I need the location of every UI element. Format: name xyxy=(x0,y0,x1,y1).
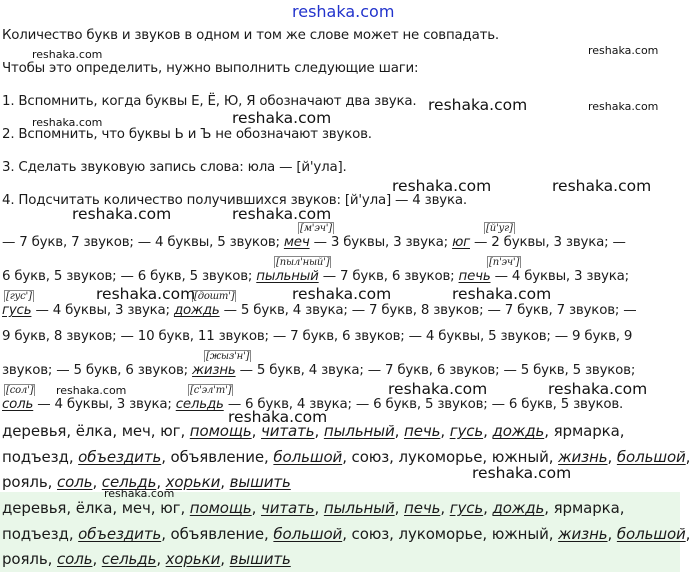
word-obiezdit: объездить xyxy=(78,525,162,543)
word-list-text: ярмарка, xyxy=(553,422,625,440)
word-list-text: союз, лукоморье, южный, xyxy=(351,525,554,543)
intro-line-2: Чтобы это определить, нужно выполнить следующие шаги: xyxy=(2,61,419,76)
transcription-mech: [м'эч'] xyxy=(300,223,333,234)
word-zhizn: жизнь xyxy=(558,448,608,466)
word-list-text: подъезд, xyxy=(2,448,74,466)
answer-text: звуков; — 5 букв, 6 звуков; xyxy=(2,363,188,378)
answer-row-5 xyxy=(2,363,635,378)
answer-text: — 7 букв, 6 звуков; xyxy=(322,269,455,284)
answer-word-sol: соль xyxy=(2,397,34,412)
word-khorki: хорьки xyxy=(165,473,221,491)
answer-text: — 5 букв, 4 звука; — 7 букв, 6 звуков; — 5 букв, 5 звуков; xyxy=(239,363,636,378)
word-obiezdit: объездить xyxy=(78,448,162,466)
answer-word-mech: меч xyxy=(283,235,310,250)
watermark[interactable]: reshaka.com xyxy=(228,408,328,426)
word-list-text: подъезд, xyxy=(2,525,74,543)
word-sol: соль xyxy=(57,550,93,568)
answer-word-dozhd: дождь xyxy=(173,303,220,318)
word-pomosh: помощь xyxy=(189,499,252,517)
word-bolshoy: большой xyxy=(273,448,343,466)
watermark[interactable]: reshaka.com xyxy=(552,177,652,195)
word-list-text: рояль, xyxy=(2,550,53,568)
transcription-yug: [й'уг] xyxy=(486,223,513,234)
watermark[interactable]: reshaka.com xyxy=(232,205,332,223)
answer-text: — 6 букв, 4 звука; — 6 букв, 5 звуков; — 6 букв, 5 звуков. xyxy=(227,397,624,412)
word-list-text: союз, лукоморье, южный, xyxy=(351,448,554,466)
watermark[interactable]: reshaka.com xyxy=(588,100,659,113)
watermark[interactable]: reshaka.com xyxy=(96,285,196,303)
watermark[interactable]: reshaka.com xyxy=(32,48,103,61)
watermark[interactable]: reshaka.com xyxy=(56,384,127,397)
word-pech: печь xyxy=(404,422,441,440)
answer-text: — 2 буквы, 3 звука; — xyxy=(474,235,626,250)
watermark[interactable]: reshaka.com xyxy=(72,205,172,223)
highlighted-line-1: деревья, ёлка, меч, юг, помощь, читать, пыльный, печь, гусь, дождь, ярмарка, xyxy=(2,499,625,517)
answer-text: — 4 буквы, 3 звука; xyxy=(37,397,172,412)
word-list-line-3: рояль, соль, сельдь, хорьки, вышить xyxy=(2,473,291,491)
word-seld: сельдь xyxy=(101,473,157,491)
watermark[interactable]: reshaka.com xyxy=(428,96,528,114)
watermark[interactable]: reshaka.com xyxy=(392,177,492,195)
word-bolshoy: большой xyxy=(273,525,343,543)
watermark-top[interactable]: reshaka.com xyxy=(292,2,395,21)
answer-word-pylny: пыльный xyxy=(256,269,319,284)
transcription-pech: [п'эч'] xyxy=(489,257,520,268)
transcription-gus: [гус'] xyxy=(6,291,32,302)
answer-text: 6 букв, 5 звуков; — 6 букв, 5 звуков; xyxy=(2,269,253,284)
word-list-text: деревья, ёлка, меч, юг, xyxy=(2,499,186,517)
word-bolshoy: большой xyxy=(616,448,686,466)
answer-word-zhizn: жизнь xyxy=(192,363,236,378)
highlighted-line-3: рояль, соль, сельдь, хорьки, вышить xyxy=(2,550,291,568)
word-gus: гусь xyxy=(449,422,484,440)
answer-text: — 4 буквы, 3 звука; xyxy=(494,269,629,284)
word-seld: сельдь xyxy=(101,550,157,568)
watermark[interactable]: reshaka.com xyxy=(588,44,659,57)
word-list-text: объявление, xyxy=(170,525,269,543)
word-pylny: пыльный xyxy=(323,422,395,440)
word-list-text: ярмарка, xyxy=(553,499,625,517)
watermark[interactable]: reshaka.com xyxy=(232,109,332,127)
watermark[interactable]: reshaka.com xyxy=(32,116,103,129)
watermark[interactable]: reshaka.com xyxy=(452,285,552,303)
step-4: 4. Подсчитать количество получившихся звуков: [й'ула] — 4 звука. xyxy=(2,193,467,208)
transcription-seld: [с'эл'т'] xyxy=(190,385,232,396)
word-bolshoy: большой xyxy=(616,525,686,543)
word-vyshit: вышить xyxy=(229,473,291,491)
answer-row-4: 9 букв, 8 звуков; — 10 букв, 11 звуков; — 7 букв, 6 звуков; — 4 буквы, 5 звуков; — 9 букв, 9 xyxy=(2,329,633,344)
watermark[interactable]: reshaka.com xyxy=(292,285,392,303)
watermark[interactable]: reshaka.com xyxy=(472,464,572,482)
word-list-line-2: подъезд, объездить, объявление, большой, союз, лукоморье, южный, жизнь, большой, xyxy=(2,448,690,466)
answer-word-seld: сельдь xyxy=(175,397,224,412)
word-vyshit: вышить xyxy=(229,550,291,568)
word-pech: печь xyxy=(404,499,441,517)
word-list-text: объявление, xyxy=(170,448,269,466)
word-list-line-1: деревья, ёлка, меч, юг, помощь, читать, пыльный, печь, гусь, дождь, ярмарка, xyxy=(2,422,625,440)
answer-row-2 xyxy=(2,269,629,284)
word-khorki: хорьки xyxy=(165,550,221,568)
intro-line-1: Количество букв и звуков в одном и том же слове может не совпадать. xyxy=(2,28,499,43)
word-gus: гусь xyxy=(449,499,484,517)
transcription-sol: [сол'] xyxy=(6,385,34,396)
word-chitat: читать xyxy=(261,499,315,517)
word-chitat: читать xyxy=(261,422,315,440)
word-list-text: рояль, xyxy=(2,473,53,491)
transcription-zhizn: [жыз'н'] xyxy=(206,351,250,362)
word-dozhd: дождь xyxy=(492,499,545,517)
transcription-pylny: [пыл'ный'] xyxy=(276,257,330,268)
answer-text: — 5 букв, 4 звука; — 7 букв, 8 звуков; — 7 букв, 7 звуков; — xyxy=(223,303,637,318)
transcription-dozhd: [дошт'] xyxy=(194,291,235,302)
answer-row-3 xyxy=(2,303,636,318)
highlighted-line-2: подъезд, объездить, объявление, большой, союз, лукоморье, южный, жизнь, большой, xyxy=(2,525,690,543)
word-dozhd: дождь xyxy=(492,422,545,440)
watermark[interactable]: reshaka.com xyxy=(104,487,175,500)
word-list-text: деревья, ёлка, меч, юг, xyxy=(2,422,186,440)
answer-word-gus: гусь xyxy=(2,303,32,318)
word-pylny: пыльный xyxy=(323,499,395,517)
answer-text: — 7 букв, 7 звуков; — 4 буквы, 5 звуков; xyxy=(2,235,280,250)
word-sol: соль xyxy=(57,473,93,491)
answer-text: — 3 буквы, 3 звука; xyxy=(313,235,448,250)
answer-word-pech: печь xyxy=(458,269,491,284)
answer-text: — 4 буквы, 3 звука; xyxy=(35,303,170,318)
answer-row-1 xyxy=(2,235,626,250)
word-zhizn: жизнь xyxy=(558,525,608,543)
watermark[interactable]: reshaka.com xyxy=(548,380,648,398)
step-3: 3. Сделать звуковую запись слова: юла — [й'ула]. xyxy=(2,160,347,175)
answer-word-yug: юг xyxy=(452,235,470,250)
step-1: 1. Вспомнить, когда буквы Е, Ё, Ю, Я обозначают два звука. xyxy=(2,94,417,109)
watermark[interactable]: reshaka.com xyxy=(388,380,488,398)
step-2: 2. Вспомнить, что буквы Ь и Ъ не обозначают звуков. xyxy=(2,127,372,142)
word-pomosh: помощь xyxy=(189,422,252,440)
